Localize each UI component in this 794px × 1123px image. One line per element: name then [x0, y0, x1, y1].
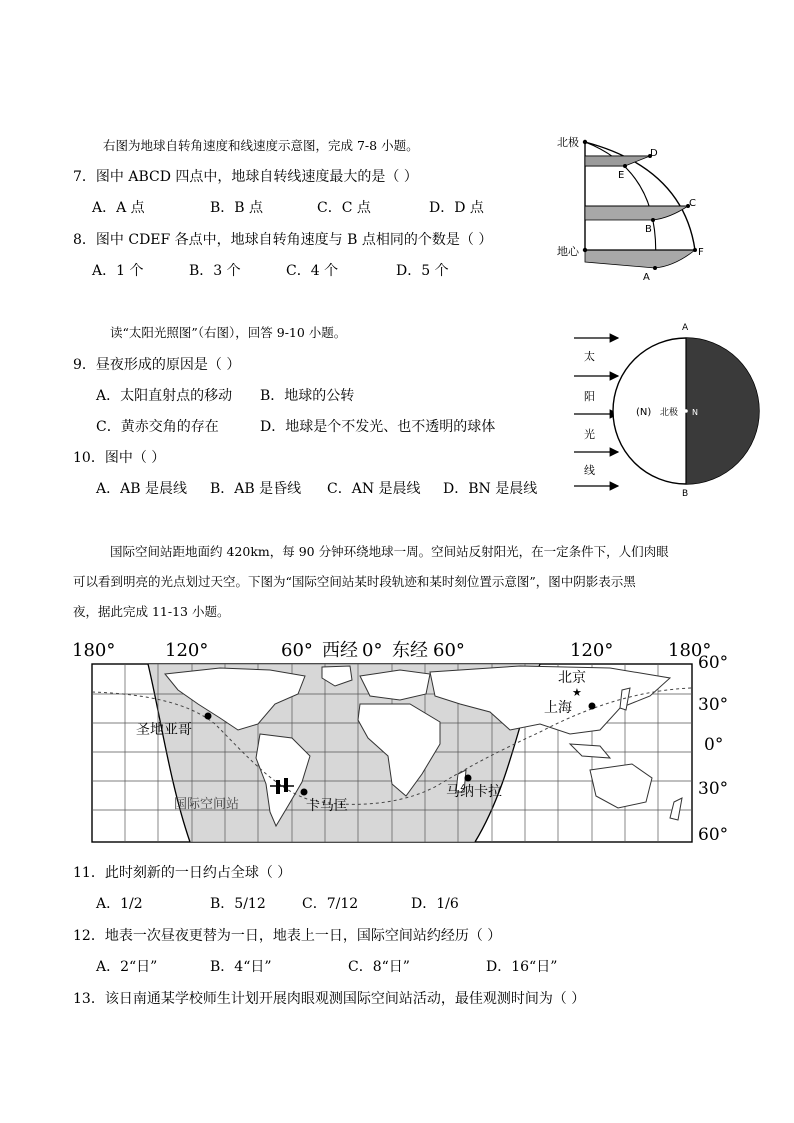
- question-8: 8．图中 CDEF 各点中，地球自转角速度与 B 点相同的个数是（ ）: [73, 232, 493, 248]
- q12-option-a: A．2“日”: [96, 959, 158, 975]
- lat-label-0: 0°: [704, 735, 724, 755]
- question-9: 9．昼夜形成的原因是（ ）: [73, 357, 241, 373]
- q12-option-c: C．8“日”: [348, 959, 410, 975]
- north-pole-label: 北极: [660, 408, 679, 418]
- q9-option-d: D．地球是个不发光、也不透明的球体: [260, 419, 496, 435]
- q10-option-d: D．BN 是晨线: [443, 481, 538, 497]
- label-camaguey: 卡马匡: [306, 798, 348, 814]
- iss-orbit-map: [70, 634, 750, 848]
- q7-option-c: C．C 点: [317, 200, 371, 216]
- question-10: 10．图中（ ）: [73, 450, 166, 466]
- q10-option-c: C．AN 是晨线: [327, 481, 421, 497]
- intro-7-8: 右图为地球自转角速度和线速度示意图，完成 7-8 小题。: [103, 138, 419, 153]
- rotation-velocity-figure: [555, 128, 715, 288]
- lon-label-120w: 120°: [165, 640, 209, 661]
- lon-label-180w: 180°: [72, 640, 116, 661]
- sun-char: 太: [584, 350, 595, 363]
- north-pole-marker: (N): [636, 407, 652, 418]
- intro-11-13-line1: 国际空间站距地面约 420km，每 90 分钟环绕地球一周。空间站反射阳光，在一定条件下，人们肉眼: [110, 544, 669, 559]
- point-d-label: D: [650, 148, 658, 159]
- point-a-label: A: [643, 272, 650, 283]
- lon-label-60e: 60°: [433, 640, 465, 661]
- camagüey-dot: [301, 789, 308, 796]
- shanghai-dot: [589, 703, 596, 710]
- intro-11-13-line2: 可以看到明亮的光点划过天空。下图为“国际空间站某时段轨迹和某时刻位置示意图”，图中阴影表示黑: [73, 574, 636, 589]
- q8-option-a: A．1 个: [92, 263, 144, 279]
- q11-option-b: B．5/12: [210, 896, 266, 912]
- lat-label-60n: 60°: [698, 653, 729, 673]
- q12-option-d: D．16“日”: [486, 959, 558, 975]
- lon-label-180e: 180°: [668, 640, 712, 661]
- q7-option-b: B．B 点: [210, 200, 264, 216]
- point-c-label: C: [689, 198, 696, 209]
- lon-label-0: 0°: [362, 640, 383, 661]
- n-label: N: [692, 408, 698, 417]
- q12-option-b: B．4“日”: [210, 959, 272, 975]
- sun-char: 线: [584, 464, 595, 477]
- label-santiago: 圣地亚哥: [136, 722, 192, 738]
- label-shanghai: 上海: [544, 700, 572, 716]
- q10-option-a: A．AB 是晨线: [96, 481, 187, 497]
- q11-option-a: A．1/2: [96, 896, 143, 912]
- bottom-band: [585, 250, 695, 268]
- lon-label-60w: 60°: [281, 640, 313, 661]
- point-b-label: B: [645, 224, 652, 235]
- question-7: 7．图中 ABCD 四点中，地球自转线速度最大的是（ ）: [73, 169, 418, 185]
- q8-option-c: C．4 个: [286, 263, 339, 279]
- q7-option-d: D．D 点: [429, 200, 484, 216]
- manakara-dot: [465, 775, 472, 782]
- q11-option-c: C．7/12: [302, 896, 359, 912]
- lon-label-east: 东经: [392, 640, 428, 661]
- lon-label-120e: 120°: [570, 640, 614, 661]
- label-a: A: [682, 323, 689, 333]
- label-manakara: 马纳卡拉: [446, 784, 502, 800]
- question-13: 13．该日南通某学校师生计划开展肉眼观测国际空间站活动，最佳观测时间为（ ）: [73, 991, 586, 1007]
- intro-9-10: 读“太阳光照图”（右图），回答 9-10 小题。: [110, 325, 347, 340]
- lon-label-west: 西经: [322, 640, 358, 661]
- beijing-star-icon: ★: [572, 686, 582, 699]
- q8-option-b: B．3 个: [189, 263, 241, 279]
- lat-label-60s: 60°: [698, 825, 729, 845]
- lat-label-30n: 30°: [698, 695, 729, 715]
- sunlight-figure: [570, 318, 762, 498]
- q9-option-c: C．黄赤交角的存在: [96, 419, 219, 435]
- label-iss: 国际空间站: [174, 797, 240, 812]
- sun-char: 阳: [584, 390, 595, 403]
- question-11: 11．此时刻新的一日约占全球（ ）: [73, 865, 292, 881]
- north-pole-label: 北极: [557, 136, 579, 149]
- sun-char: 光: [584, 428, 595, 441]
- q11-option-d: D．1/6: [411, 896, 459, 912]
- point-f-label: F: [698, 247, 704, 258]
- intro-11-13-line3: 夜，据此完成 11-13 小题。: [73, 604, 230, 619]
- lat-label-30s: 30°: [698, 779, 729, 799]
- q9-option-a: A．太阳直射点的移动: [96, 388, 233, 404]
- label-beijing: 北京: [558, 670, 586, 686]
- q10-option-b: B．AB 是昏线: [210, 481, 302, 497]
- label-b: B: [682, 489, 689, 498]
- q7-option-a: A．A 点: [92, 200, 145, 216]
- earth-center-label: 地心: [557, 245, 579, 258]
- q8-option-d: D．5 个: [396, 263, 449, 279]
- question-12: 12．地表一次昼夜更替为一日，地表上一日，国际空间站约经历（ ）: [73, 928, 502, 944]
- santiago-dot: [205, 713, 212, 720]
- q9-option-b: B．地球的公转: [260, 388, 355, 404]
- middle-band: [585, 206, 688, 220]
- point-e-label: E: [618, 170, 625, 181]
